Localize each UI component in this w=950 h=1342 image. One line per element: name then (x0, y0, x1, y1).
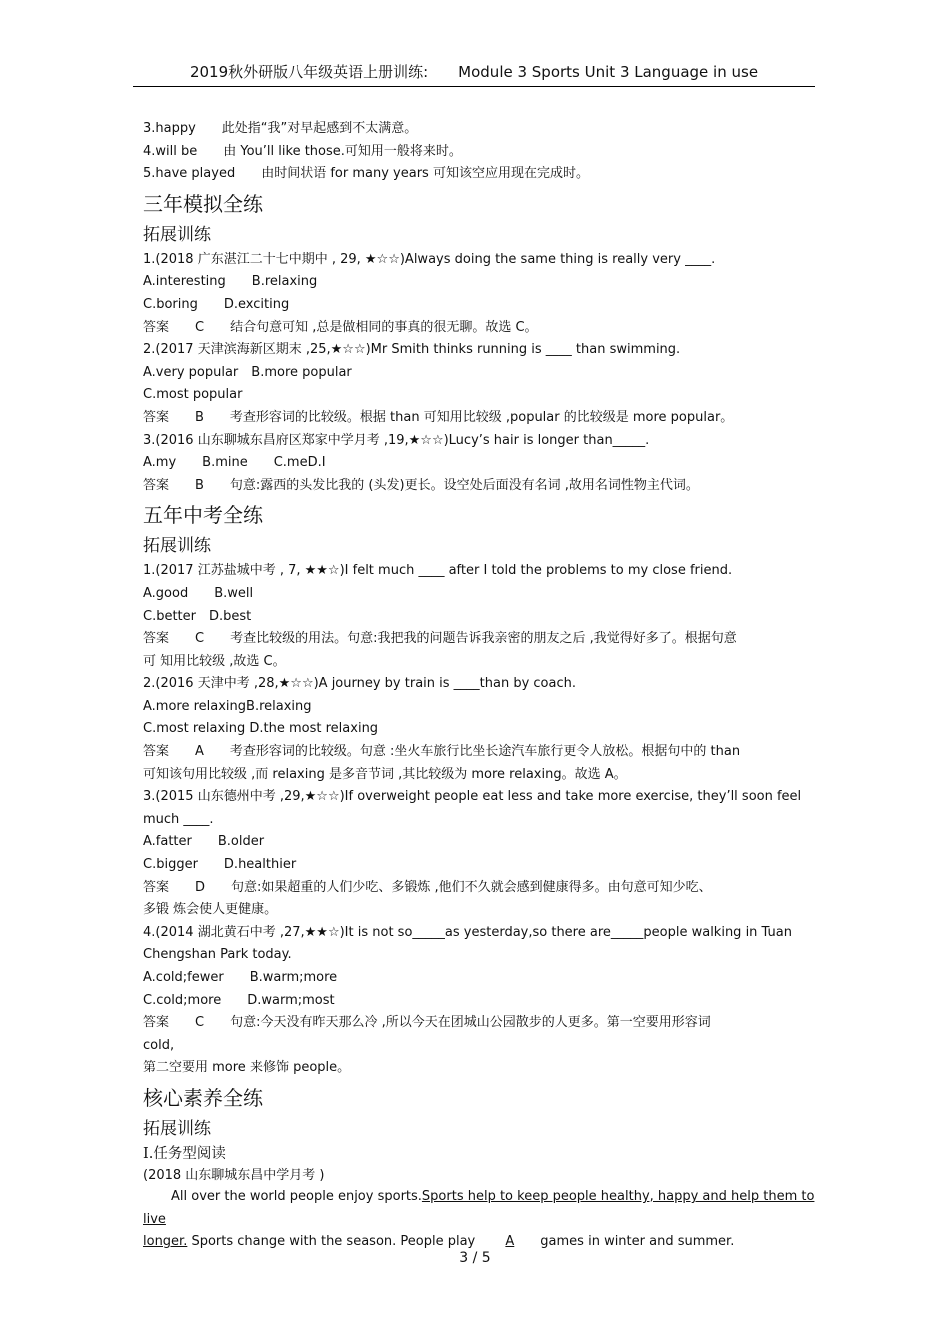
text-line: 3.(2016 山东聊城东昌府区郑家中学月考 ,19,★☆☆)Lucy’s hair is longer than_____. (143, 432, 650, 448)
text-line: A.fatter B.older (143, 834, 265, 850)
text-line: 1.(2018 广东湛江二十七中期中 , 29, ★☆☆)Always doing the same thing is really very ____. (143, 251, 716, 267)
text-line: 2.(2016 天津中考 ,28,★☆☆)A journey by train is ____than by coach. (143, 676, 576, 692)
text-line: A.cold;fewer B.warm;more (143, 970, 338, 985)
text-line: C.most relaxing D.the most relaxing (143, 721, 379, 737)
text-line: C.better D.best (143, 608, 252, 624)
reading-passage (143, 1186, 819, 1254)
text-line: A.very popular B.more popular (143, 364, 352, 380)
page-number: 3 / 5 (459, 1250, 491, 1266)
text-line: 答案 B 考查形容词的比较级。根据 than 可知用比较级 ,popular 的比较级是 more popular。 (143, 409, 734, 425)
passage-underlined-a: Sports help to keep people healthy, happy and help them to live (143, 1189, 815, 1227)
text-line: 多锻 炼会使人更健康。 (143, 902, 278, 918)
text-line: 2.(2017 天津滨海新区期末 ,25,★☆☆)Mr Smith thinks running is ____ than swimming. (143, 342, 681, 358)
text-line: much ____. (143, 811, 214, 827)
text-line: C.cold;more D.warm;most (143, 992, 335, 1008)
text-line: cold, (143, 1037, 175, 1053)
section-heading: 五年中考全练 (143, 503, 263, 528)
text-line: Chengshan Park today. (143, 947, 292, 963)
text-line: (2018 山东聊城东昌中学月考 ) (143, 1167, 325, 1183)
text-line: 3.(2015 山东德州中考 ,29,★☆☆)If overweight people eat less and take more exercise, they’ll soon feel (143, 789, 802, 805)
document-body (143, 118, 819, 1188)
passage-text: Sports change with the season. People play (187, 1234, 480, 1250)
subsection-heading: Ⅰ.任务型阅读 (143, 1145, 226, 1162)
text-line: 答案 D 句意:如果超重的人们少吃、多锻炼 ,他们不久就会感到健康得多。由句意可知少吃、 (143, 879, 712, 895)
blank-a: A (505, 1234, 515, 1250)
passage-lead: All over the world people enjoy sports. (171, 1189, 422, 1204)
text-line: C.boring D.exciting (143, 296, 290, 312)
text-line: 答案 C 结合句意可知 ,总是做相同的事真的很无聊。故选 C。 (143, 319, 538, 335)
page-header: 2019秋外研版八年级英语上册训练: Module 3 Sports Unit 3 Language in use (133, 60, 815, 87)
text-line: 1.(2017 江苏盐城中考 , 7, ★★☆)I felt much ____ after I told the problems to my close friend. (143, 563, 733, 579)
text-line: C.most popular (143, 387, 243, 403)
text-line: 答案 A 考查形容词的比较级。句意 :坐火车旅行比坐长途汽车旅行更令人放松。根据句中的 than (143, 744, 741, 760)
passage-text-end: games in winter and summer. (540, 1234, 735, 1250)
passage-underlined-b: longer. (143, 1234, 188, 1250)
text-line: 可 知用比较级 ,故选 C。 (143, 653, 286, 669)
text-line: 答案 B 句意:露西的头发比我的 (头发)更长。设空处后面没有名词 ,故用名词性物主代词。 (143, 477, 699, 493)
text-line: C.bigger D.healthier (143, 857, 297, 873)
section-heading: 三年模拟全练 (143, 191, 263, 216)
text-line: 4.(2014 湖北黄石中考 ,27,★★☆)It is not so_____as yesterday,so there are_____people walking in Tuan (143, 924, 792, 940)
subsection-heading: 拓展训练 (143, 1118, 211, 1139)
subsection-heading: 拓展训练 (143, 224, 211, 245)
text-line: A.interesting B.relaxing (143, 274, 318, 290)
text-line: 第二空要用 more 来修饰 people。 (143, 1060, 351, 1076)
text-line: 5.have played 由时间状语 for many years 可知该空应用现在完成时。 (143, 166, 589, 182)
text-line: A.my B.mine C.meD.I (143, 455, 326, 471)
text-line: 3.happy 此处指“我”对早起感到不太满意。 (143, 121, 418, 136)
passage-line-1 (143, 1186, 819, 1231)
text-line: 可知该句用比较级 ,而 relaxing 是多音节词 ,其比较级为 more relaxing。故选 A。 (143, 766, 627, 782)
text-line: 4.will be 由 You’ll like those.可知用一般将来时。 (143, 143, 462, 159)
text-line: 答案 C 句意:今天没有昨天那么冷 ,所以今天在团城山公园散步的人更多。第一空要用形容词 (143, 1015, 711, 1031)
subsection-heading: 拓展训练 (143, 536, 211, 557)
text-line: A.more relaxingB.relaxing (143, 698, 312, 714)
text-line: A.good B.well (143, 585, 254, 601)
text-line: 答案 C 考查比较级的用法。句意:我把我的问题告诉我亲密的朋友之后 ,我觉得好多了。根据句意 (143, 631, 737, 647)
section-heading: 核心素养全练 (143, 1085, 263, 1110)
